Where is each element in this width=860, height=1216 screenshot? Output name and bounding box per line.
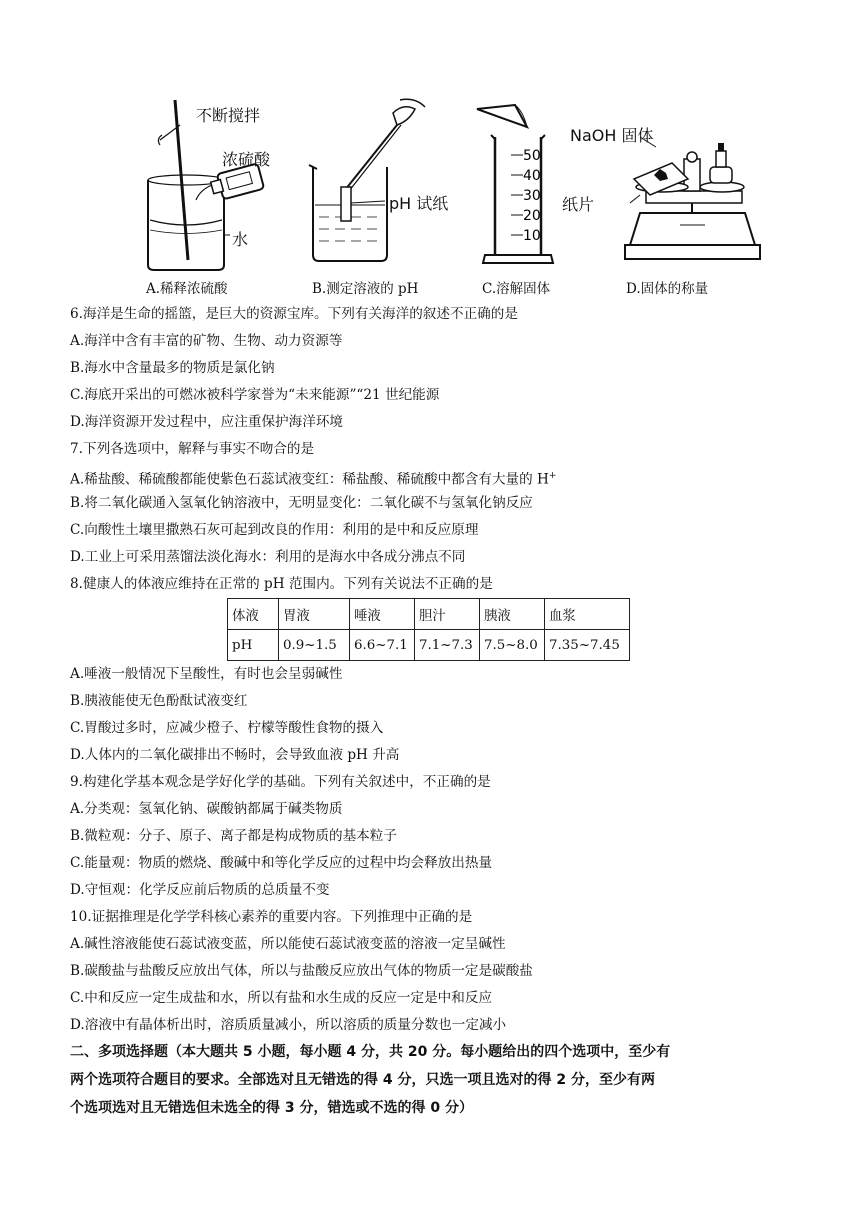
label-water: 水 bbox=[232, 230, 249, 249]
ph-table-cell: 唾液 bbox=[350, 599, 415, 630]
q9-option-d: D.守恒观：化学反应前后物质的总质量不变 bbox=[70, 882, 330, 898]
tick-10: 10 bbox=[523, 228, 541, 244]
q10-option-d: D.溶液中有晶体析出时，溶质质量减小，所以溶质的质量分数也一定减小 bbox=[70, 1017, 507, 1033]
q9-stem: 9.构建化学基本观念是学好化学的基础。下列有关叙述中，不正确的是 bbox=[70, 774, 491, 790]
q6-option-d: D.海洋资源开发过程中，应注重保护海洋环境 bbox=[70, 414, 344, 430]
caption-d: D.固体的称量 bbox=[626, 281, 709, 297]
caption-c: C.溶解固体 bbox=[482, 281, 551, 297]
q6-option-b: B.海水中含量最多的物质是氯化钠 bbox=[70, 360, 275, 376]
ph-test-illustration bbox=[305, 95, 475, 275]
section2-instructions-line1: 二、多项选择题（本大题共 5 小题，每小题 4 分，共 20 分。每小题给出的四个选项中，至少有 bbox=[70, 1044, 671, 1060]
q8-option-b: B.胰液能使无色酚酞试液变红 bbox=[70, 693, 248, 709]
figure-measure-ph bbox=[305, 95, 475, 275]
tick-40: 40 bbox=[523, 168, 541, 184]
q10-option-c: C.中和反应一定生成盐和水，所以有盐和水生成的反应一定是中和反应 bbox=[70, 990, 493, 1006]
ph-table-cell: 胰液 bbox=[480, 599, 545, 630]
q7-option-d: D.工业上可采用蒸馏法淡化海水：利用的是海水中各成分沸点不同 bbox=[70, 549, 466, 565]
ph-table-cell: 体液 bbox=[228, 599, 279, 630]
figure-weigh-solid bbox=[562, 95, 770, 275]
q10-stem: 10.证据推理是化学学科核心素养的重要内容。下列推理中正确的是 bbox=[70, 909, 473, 925]
ph-table-cell: 胆汁 bbox=[415, 599, 480, 630]
q8-option-a: A.唾液一般情况下呈酸性，有时也会呈弱碱性 bbox=[70, 666, 343, 682]
caption-b: B.测定溶液的 pH bbox=[312, 281, 419, 297]
q6-option-c: C.海底开采出的可燃冰被科学家誉为“未来能源”“21 世纪能源 bbox=[70, 387, 440, 403]
q7-option-a-text: A.稀盐酸、稀硫酸都能使紫色石蕊试液变红：稀盐酸、稀硫酸中都含有大量的 H bbox=[70, 471, 549, 488]
experiment-figures bbox=[110, 95, 760, 305]
q7-option-b: B.将二氧化碳通入氢氧化钠溶液中，无明显变化：二氧化碳不与氢氧化钠反应 bbox=[70, 495, 533, 511]
tick-20: 20 bbox=[523, 208, 541, 224]
h-ion-charge: + bbox=[548, 471, 557, 481]
q8-option-d: D.人体内的二氧化碳排出不畅时，会导致血液 pH 升高 bbox=[70, 747, 400, 763]
ph-table bbox=[227, 598, 630, 661]
label-ph-paper: pH 试纸 bbox=[389, 194, 449, 213]
ph-table-cell: 血浆 bbox=[545, 599, 630, 630]
q10-option-a: A.碱性溶液能使石蕊试液变蓝，所以能使石蕊试液变蓝的溶液一定呈碱性 bbox=[70, 936, 506, 952]
ph-table-cell: 胃液 bbox=[279, 599, 350, 630]
q7-stem: 7.下列各选项中，解释与事实不吻合的是 bbox=[70, 441, 315, 457]
ph-table-cell: 0.9~1.5 bbox=[279, 630, 350, 661]
q9-option-c: C.能量观：物质的燃烧、酸碱中和等化学反应的过程中均会释放出热量 bbox=[70, 855, 493, 871]
ph-table-cell: 7.1~7.3 bbox=[415, 630, 480, 661]
section2-instructions-line3: 个选项选对且无错选但未选全的得 3 分，错选或不选的得 0 分） bbox=[70, 1100, 473, 1116]
q7-option-c: C.向酸性土壤里撒熟石灰可起到改良的作用：利用的是中和反应原理 bbox=[70, 522, 479, 538]
q8-option-c: C.胃酸过多时，应减少橙子、柠檬等酸性食物的摄入 bbox=[70, 720, 384, 736]
ph-table-cell: 7.35~7.45 bbox=[545, 630, 630, 661]
label-naoh-solid: NaOH 固体 bbox=[570, 126, 654, 145]
ph-table-cell: pH bbox=[228, 630, 279, 661]
section2-instructions-line2: 两个选项符合题目的要求。全部选对且无错选的得 4 分，只选一项且选对的得 2 分，至少有两 bbox=[70, 1072, 655, 1088]
measuring-cylinder-illustration bbox=[475, 95, 565, 275]
q9-option-b: B.微粒观：分子、原子、离子都是构成物质的基本粒子 bbox=[70, 828, 397, 844]
ph-table-value-row bbox=[228, 630, 630, 661]
q9-option-a: A.分类观：氢氧化钠、碳酸钠都属于碱类物质 bbox=[70, 801, 343, 817]
label-paper-sheet: 纸片 bbox=[562, 195, 595, 214]
tick-50: 50 bbox=[523, 148, 541, 164]
q6-option-a: A.海洋中含有丰富的矿物、生物、动力资源等 bbox=[70, 333, 343, 349]
label-stir: 不断搅拌 bbox=[196, 106, 261, 125]
q10-option-b: B.碳酸盐与盐酸反应放出气体，所以与盐酸反应放出气体的物质一定是碳酸盐 bbox=[70, 963, 533, 979]
ph-table-cell: 6.6~7.1 bbox=[350, 630, 415, 661]
q6-stem: 6.海洋是生命的摇篮，是巨大的资源宝库。下列有关海洋的叙述不正确的是 bbox=[70, 306, 518, 322]
caption-a: A.稀释浓硫酸 bbox=[146, 281, 228, 297]
figure-dissolve-solid bbox=[475, 95, 565, 275]
balance-illustration bbox=[610, 95, 770, 275]
figure-dilute-sulfuric-acid bbox=[130, 95, 280, 275]
tick-30: 30 bbox=[523, 188, 541, 204]
q8-stem: 8.健康人的体液应维持在正常的 pH 范围内。下列有关说法不正确的是 bbox=[70, 576, 493, 592]
label-conc-acid: 浓硫酸 bbox=[222, 150, 271, 169]
ph-table-header-row bbox=[228, 599, 630, 630]
ph-table-cell: 7.5~8.0 bbox=[480, 630, 545, 661]
q7-option-a bbox=[70, 466, 556, 490]
